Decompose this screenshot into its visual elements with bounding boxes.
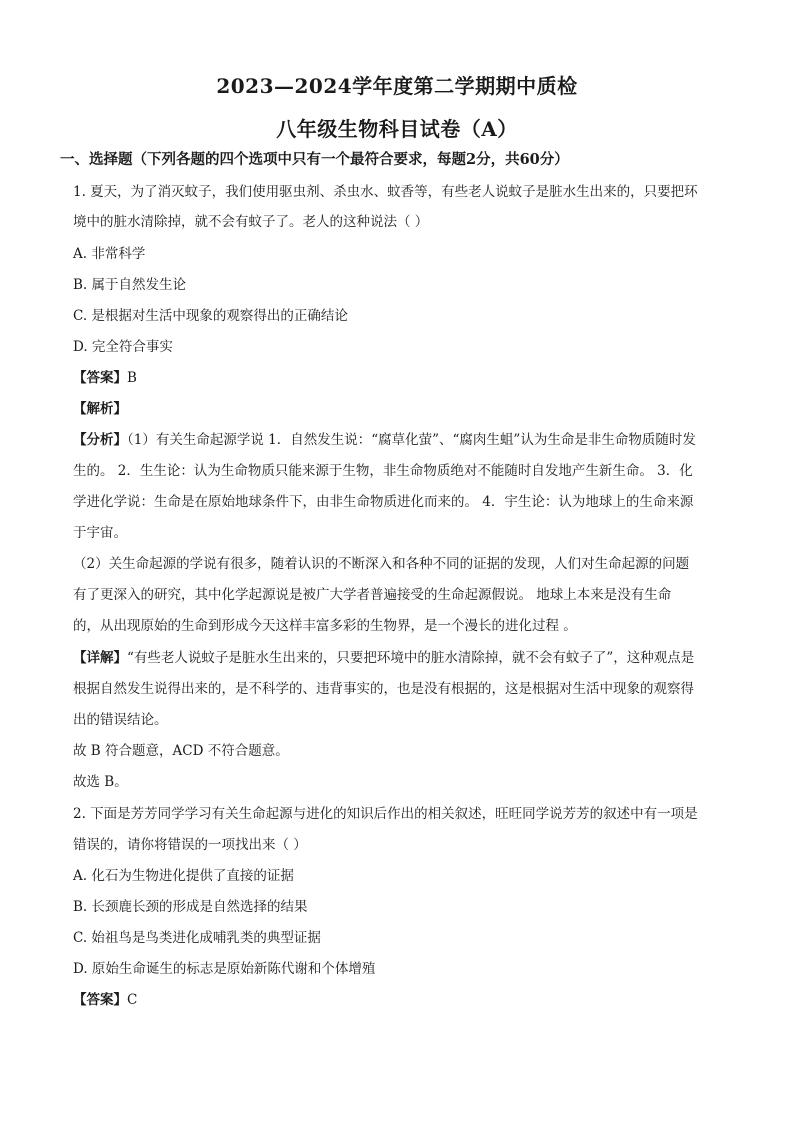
q1-stem-line1: 1. 夏天，为了消灭蚊子，我们使用驱虫剂、杀虫水、蚊香等，有些老人说蚊子是脏水生出来的，只要把环 (73, 184, 698, 200)
q2-stem-line1: 2. 下面是芳芳同学学习有关生命起源与进化的知识后作出的相关叙述，旺旺同学说芳芳的叙述中有一项是 (73, 806, 698, 822)
q2-stem-line2: 错误的，请你将错误的一项找出来（ ） (73, 837, 307, 853)
q2-answer (73, 990, 733, 1010)
q1-option-b: B. 属于自然发生论 (73, 277, 187, 293)
answer-tag: 【答案】 (73, 992, 127, 1008)
q1-conclusion1: 故 B 符合题意，ACD 不符合题意。 (73, 743, 289, 759)
q2-option-d: D. 原始生命诞生的标志是原始新陈代谢和个体增殖 (73, 961, 376, 977)
analysis-tag: 【解析】 (73, 401, 127, 417)
q1-fenxi-line1 (73, 430, 733, 450)
q2-option-b: B. 长颈鹿长颈的形成是自然选择的结果 (73, 899, 308, 915)
q1-conclusion2: 故选 B。 (73, 774, 128, 790)
detail-text: “有些老人说蚊子是脏水生出来的，只要把环境中的脏水清除掉，就不会有蚊子了”，这种观点是 (127, 650, 695, 666)
section-heading: 一、选择题（下列各题的四个选项中只有一个最符合要求，每题2分，共60分） (60, 151, 569, 168)
q2-option-c: C. 始祖鸟是鸟类进化成哺乳类的典型证据 (73, 930, 321, 946)
answer-tag: 【答案】 (73, 370, 127, 386)
q1-detail-line3: 出的错误结论。 (73, 712, 168, 728)
q1-fenxi-line4: 于宇宙。 (73, 525, 127, 541)
fenxi-text: （1）有关生命起源学说 1．自然发生说：“腐草化萤”、“腐肉生蛆”认为生命是非生命物质随时发 (127, 432, 696, 448)
q1-detail-line2: 根据自然发生说得出来的，是不科学的、违背事实的，也是没有根据的，这是根据对生活中现象的观察得 (73, 681, 694, 697)
q1-fenxi-line6: 有了更深入的研究，其中化学起源说是被广大学者普遍接受的生命起源假说。 地球上本来是没有生命 (73, 587, 672, 603)
exam-title-line2: 八年级生物科目试卷（A） (276, 117, 518, 141)
answer-value: B (127, 370, 137, 386)
q1-stem-line2: 境中的脏水清除掉，就不会有蚊子了。老人的这种说法（ ） (73, 214, 429, 230)
q1-fenxi-line5: （2）关生命起源的学说有很多，随着认识的不断深入和各种不同的证据的发现，人们对生命起源的问题 (73, 556, 690, 572)
q1-fenxi-line2: 生的。 2．生生论：认为生命物质只能来源于生物，非生命物质绝对不能随时自发地产生新生命。 3．化 (73, 463, 693, 479)
q1-fenxi-line7: 的，从出现原始的生命到形成今天这样丰富多彩的生物界，是一个漫长的进化过程 。 (73, 618, 577, 634)
fenxi-tag: 【分析】 (73, 432, 127, 448)
q1-fenxi-line3: 学进化学说：生命是在原始地球条件下，由非生命物质进化而来的。 4．宇生论：认为地球上的生命来源 (73, 494, 694, 510)
q1-option-a: A. 非常科学 (73, 246, 146, 262)
q1-option-c: C. 是根据对生活中现象的观察得出的正确结论 (73, 308, 348, 324)
exam-title-line1: 2023—2024学年度第二学期期中质检 (216, 74, 578, 98)
detail-tag: 【详解】 (73, 650, 127, 666)
q1-answer (73, 368, 733, 388)
q1-detail-line1 (73, 648, 733, 668)
q2-option-a: A. 化石为生物进化提供了直接的证据 (73, 868, 294, 884)
answer-value: C (127, 992, 138, 1008)
q1-analysis-tag (73, 399, 733, 419)
q1-option-d: D. 完全符合事实 (73, 339, 173, 355)
